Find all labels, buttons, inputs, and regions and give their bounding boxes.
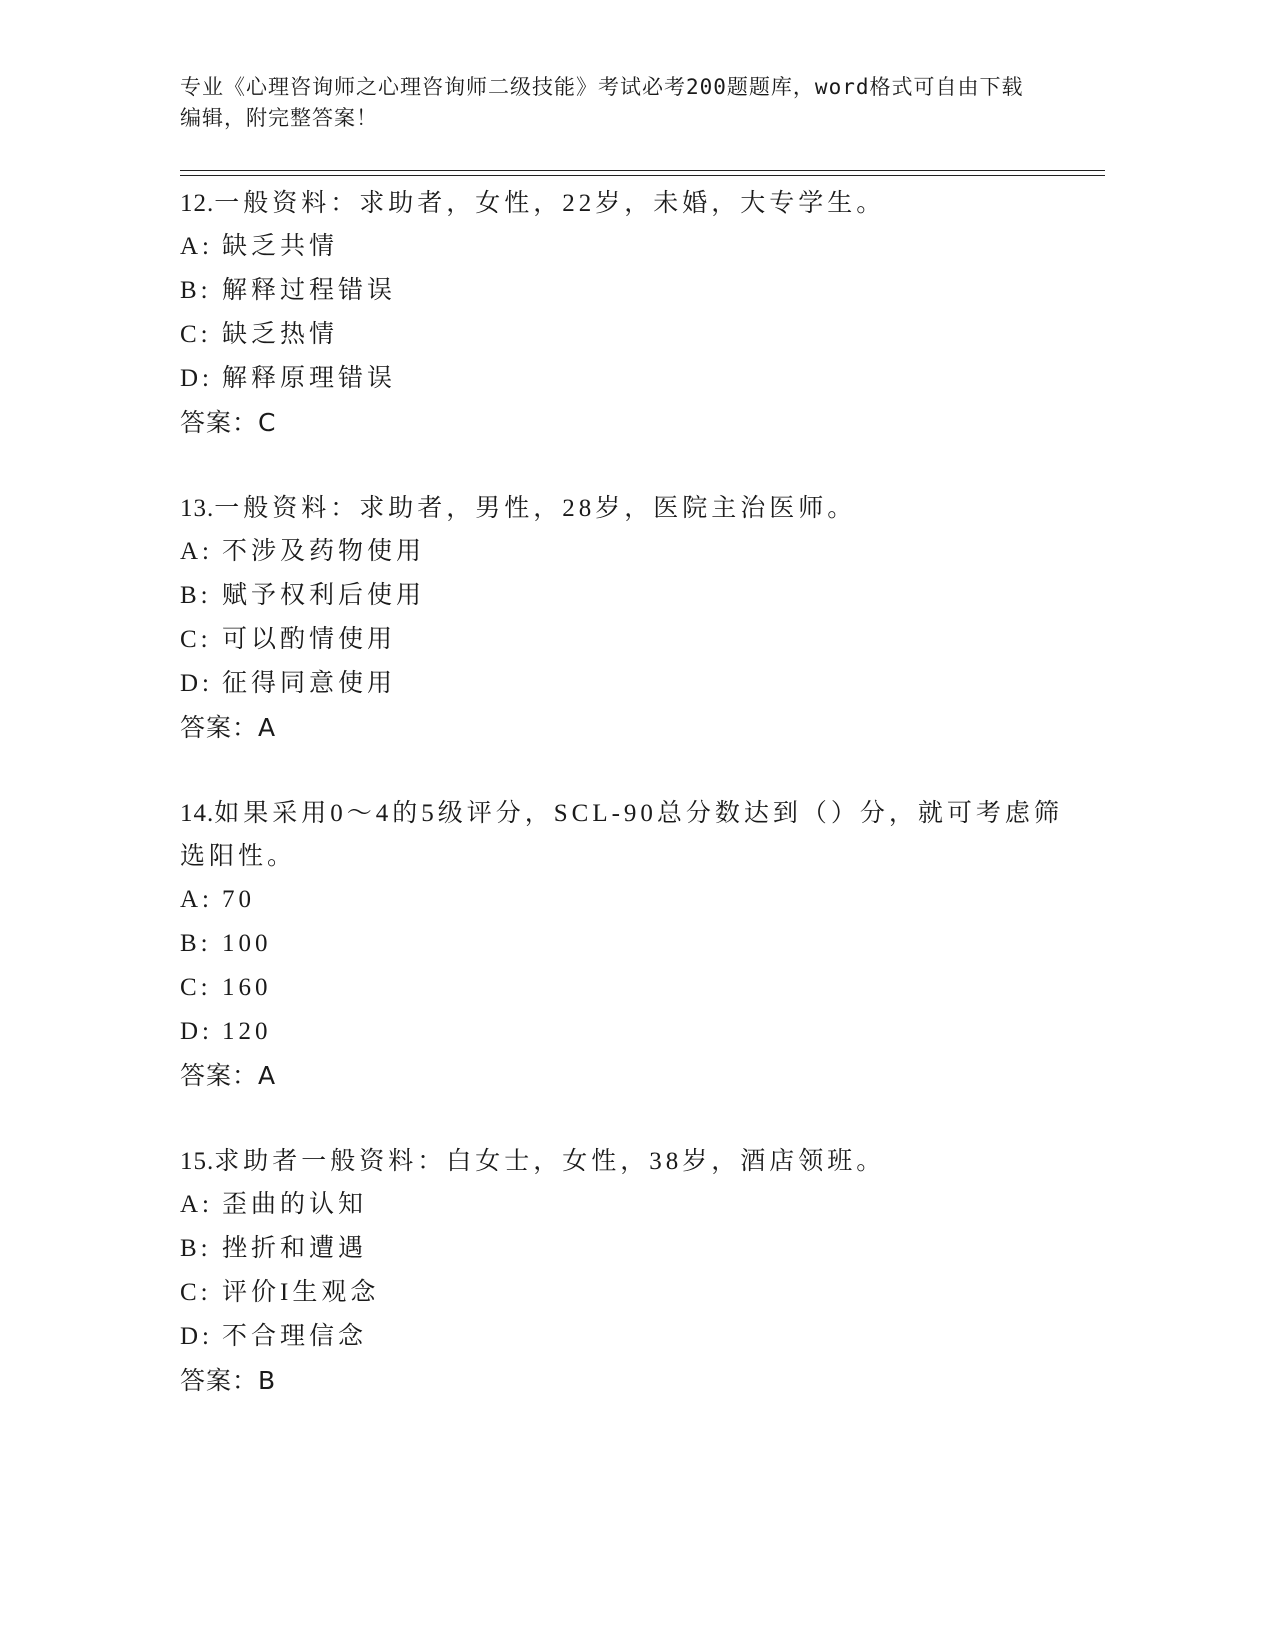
option-text: 挫折和遭遇 xyxy=(222,1235,368,1262)
question-text: 一般资料：求助者，男性，28岁，医院主治医师。 xyxy=(214,495,857,522)
option-key: C: xyxy=(180,1279,212,1306)
option-b xyxy=(180,1227,1080,1271)
option-key: A: xyxy=(180,1191,213,1218)
option-text: 缺乏热情 xyxy=(222,321,339,348)
option-key: D: xyxy=(180,1018,213,1045)
question-text: 求助者一般资料：白女士，女性，38岁，酒店领班。 xyxy=(214,1148,886,1175)
option-d xyxy=(180,1010,1080,1054)
option-key: D: xyxy=(180,1323,213,1350)
header-text: 专业《心理咨询师之心理咨询师二级技能》考试必考200题题库，word格式可自由下载编辑，附完整答案！ xyxy=(180,75,1024,130)
option-text: 160 xyxy=(222,974,272,1001)
option-text: 解释原理错误 xyxy=(222,365,397,392)
option-text: 评价I生观念 xyxy=(222,1279,380,1306)
option-text: 解释过程错误 xyxy=(222,277,397,304)
option-key: B: xyxy=(180,582,212,609)
answer-line: 答案：B xyxy=(180,1366,277,1395)
option-text: 不涉及药物使用 xyxy=(222,538,426,565)
option-key: B: xyxy=(180,277,212,304)
option-text: 120 xyxy=(222,1018,272,1045)
option-key: A: xyxy=(180,886,213,913)
option-key: D: xyxy=(180,365,213,392)
option-a xyxy=(180,530,1080,574)
option-key: C: xyxy=(180,321,212,348)
option-key: A: xyxy=(180,538,213,565)
question-12 xyxy=(180,182,1080,445)
header-divider-top xyxy=(180,170,1105,171)
option-text: 不合理信念 xyxy=(222,1323,368,1350)
question-number: 14. xyxy=(180,800,215,827)
option-text: 70 xyxy=(222,886,255,913)
option-b xyxy=(180,922,1080,966)
option-b xyxy=(180,574,1080,618)
question-text: 如果采用0～4的5级评分，SCL-90总分数达到（）分，就可考虑筛选阳性。 xyxy=(180,800,1063,870)
question-text: 一般资料：求助者，女性，22岁，未婚，大专学生。 xyxy=(214,190,886,217)
option-key: C: xyxy=(180,974,212,1001)
question-stem xyxy=(180,1140,1080,1183)
option-a xyxy=(180,225,1080,269)
option-text: 可以酌情使用 xyxy=(222,626,397,653)
option-text: 100 xyxy=(222,930,272,957)
option-key: B: xyxy=(180,1235,212,1262)
answer-line: 答案：A xyxy=(180,713,277,742)
answer-line: 答案：C xyxy=(180,408,277,437)
option-key: C: xyxy=(180,626,212,653)
option-text: 征得同意使用 xyxy=(222,670,397,697)
option-b xyxy=(180,269,1080,313)
option-key: B: xyxy=(180,930,212,957)
header-divider-bottom xyxy=(180,175,1105,176)
question-number: 13. xyxy=(180,495,215,522)
question-number: 15. xyxy=(180,1148,215,1175)
option-d xyxy=(180,357,1080,401)
option-d xyxy=(180,1315,1080,1359)
question-list xyxy=(180,182,1080,1445)
option-c xyxy=(180,1271,1080,1315)
option-a xyxy=(180,1183,1080,1227)
question-14 xyxy=(180,792,1080,1098)
question-stem xyxy=(180,487,1080,530)
option-text: 赋予权利后使用 xyxy=(222,582,426,609)
option-text: 歪曲的认知 xyxy=(222,1191,368,1218)
question-13 xyxy=(180,487,1080,750)
option-key: D: xyxy=(180,670,213,697)
question-stem xyxy=(180,792,1080,878)
option-d xyxy=(180,662,1080,706)
question-number: 12. xyxy=(180,190,215,217)
question-15 xyxy=(180,1140,1080,1403)
option-c xyxy=(180,618,1080,662)
question-stem xyxy=(180,182,1080,225)
option-text: 缺乏共情 xyxy=(222,233,339,260)
document-header xyxy=(180,72,1040,134)
option-c xyxy=(180,313,1080,357)
option-a xyxy=(180,878,1080,922)
option-key: A: xyxy=(180,233,213,260)
option-c xyxy=(180,966,1080,1010)
answer-line: 答案：A xyxy=(180,1061,277,1090)
